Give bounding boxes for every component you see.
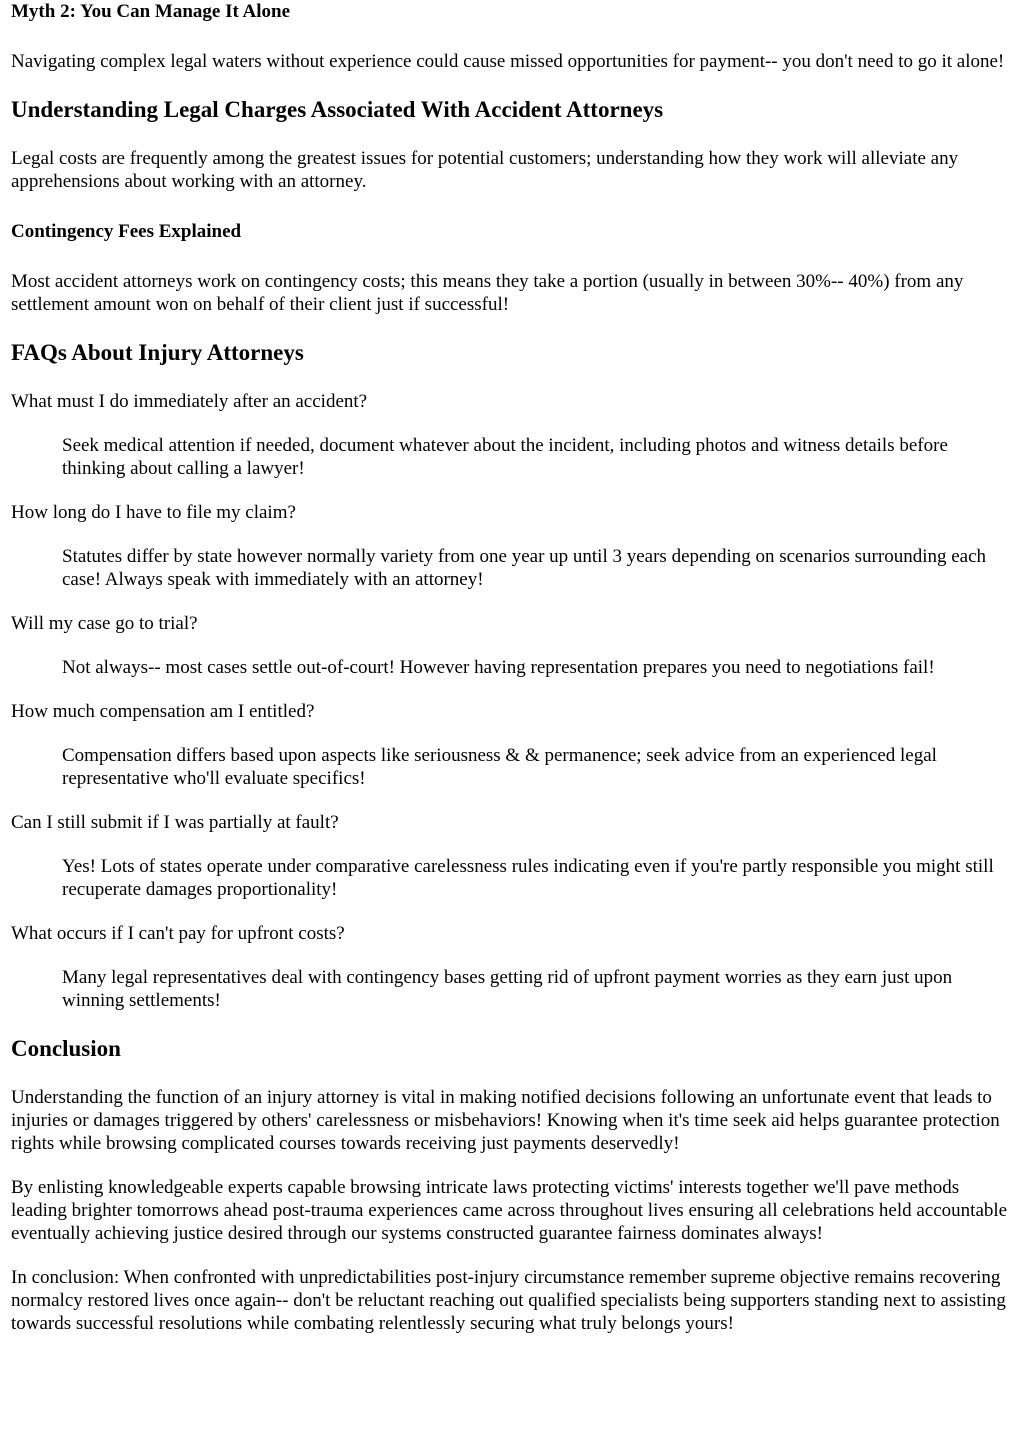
- faq-item: [11, 501, 1014, 591]
- legal-charges-text: Legal costs are frequently among the greatest issues for potential customers; understanding how they work will alleviate any apprehensions about working with an attorney.: [11, 148, 959, 192]
- faq-answer: Not always-- most cases settle out-of-court! However having representation prepares you need to negotiations fail!: [62, 657, 935, 678]
- faq-answer: Seek medical attention if needed, document whatever about the incident, including photos and witness details before thinking about calling a lawyer!: [62, 435, 948, 479]
- conclusion-paragraph: By enlisting knowledgeable experts capable browsing intricate laws protecting victims' interests together we'll pave methods leading brighter tomorrows ahead post-trauma experiences came across throughout lives ensuring all celebrations held accountable eventually achieving justice desired through our systems constructed guarantee fairness dominates always!: [11, 1177, 1008, 1244]
- faq-answer: Yes! Lots of states operate under comparative carelessness rules indicating even if you're partly responsible you might still recuperate damages proportionality!: [62, 856, 994, 900]
- faq-question: What occurs if I can't pay for upfront costs?: [11, 923, 345, 944]
- faq-item: [11, 922, 1014, 1012]
- myth2-text: Navigating complex legal waters without experience could cause missed opportunities for payment-- you don't need to go it alone!: [11, 51, 1005, 72]
- contingency-heading: Contingency Fees Explained: [11, 221, 242, 242]
- faq-answer: Many legal representatives deal with contingency bases getting rid of upfront payment worries as they earn just upon winning settlements!: [62, 967, 953, 1011]
- conclusion-paragraph: Understanding the function of an injury attorney is vital in making notified decisions following an unfortunate event that leads to injuries or damages triggered by others' carelessness or misbehaviors! Knowing when it's time seek aid helps guarantee protection rights while browsing complicated courses towards receiving just payments deservedly!: [11, 1087, 1000, 1154]
- faq-item: [11, 390, 1014, 480]
- faq-item: [11, 612, 1014, 679]
- faq-question: How much compensation am I entitled?: [11, 701, 315, 722]
- myth2-heading: Myth 2: You Can Manage It Alone: [11, 1, 291, 22]
- faq-answer: Statutes differ by state however normally variety from one year up until 3 years depending on scenarios surrounding each case! Always speak with immediately with an attorney!: [62, 546, 987, 590]
- conclusion-paragraph: In conclusion: When confronted with unpredictabilities post-injury circumstance remember supreme objective remains recovering normalcy restored lives once again-- don't be reluctant reaching out qualified specialists being supporters standing next to assisting towards successful resolutions while combating relentlessly securing what truly belongs yours!: [11, 1267, 1006, 1334]
- faq-question: How long do I have to file my claim?: [11, 502, 296, 523]
- faq-item: [11, 811, 1014, 901]
- faq-question: What must I do immediately after an accident?: [11, 391, 368, 412]
- faq-item: [11, 700, 1014, 790]
- faq-question: Will my case go to trial?: [11, 613, 198, 634]
- faqs-heading: FAQs About Injury Attorneys: [11, 340, 304, 365]
- conclusion-heading: Conclusion: [11, 1036, 121, 1061]
- faq-answer: Compensation differs based upon aspects like seriousness & & permanence; seek advice from an experienced legal representative who'll evaluate specifics!: [62, 745, 937, 789]
- legal-charges-heading: Understanding Legal Charges Associated With Accident Attorneys: [11, 97, 664, 122]
- faq-question: Can I still submit if I was partially at fault?: [11, 812, 339, 833]
- faq-list: [11, 390, 1014, 1012]
- contingency-text: Most accident attorneys work on contingency costs; this means they take a portion (usually in between 30%-- 40%) from any settlement amount won on behalf of their client just if successful!: [11, 271, 964, 315]
